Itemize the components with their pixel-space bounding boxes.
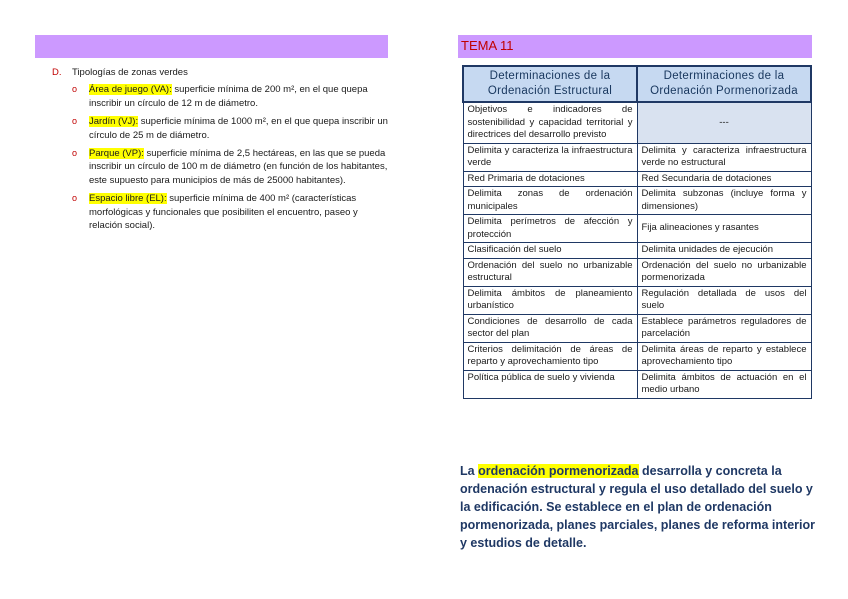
list-item — [72, 115, 392, 142]
zone-description: superficie mínima de 400 m² (características morfológicas y funcionales que posibiliten el encuentro, paseo y relación social). — [89, 193, 358, 232]
table-row — [463, 370, 811, 398]
table-cell: Delimita subzonas (incluye forma y dimensiones) — [637, 187, 811, 215]
table-row — [463, 258, 811, 286]
table-row — [463, 143, 811, 171]
column-header-detailed: Determinaciones de la Ordenación Pormenorizada — [637, 66, 811, 102]
table-cell: Ordenación del suelo no urbanizable pormenorizada — [637, 258, 811, 286]
right-header-band — [458, 35, 812, 58]
column-header-structural: Determinaciones de la Ordenación Estructural — [463, 66, 637, 102]
table-row — [463, 314, 811, 342]
green-zone-section — [52, 66, 392, 237]
list-item — [72, 192, 392, 232]
table-cell: Ordenación del suelo no urbanizable estructural — [463, 258, 637, 286]
circle-bullet-icon: o — [72, 193, 78, 204]
table-row — [463, 102, 811, 143]
table-cell: Establece parámetros reguladores de parcelación — [637, 314, 811, 342]
zone-type-list — [52, 83, 392, 232]
zone-name: Área de juego (VA): — [89, 84, 172, 96]
table-row — [463, 215, 811, 243]
table-cell: Delimita ámbitos de actuación en el medio urbano — [637, 370, 811, 398]
table-cell: Objetivos e indicadores de sostenibilidad y capacidad territorial y directrices del desarrollo previsto — [463, 102, 637, 143]
summary-prefix: La — [460, 464, 479, 478]
zone-name: Espacio libre (EL): — [89, 193, 167, 205]
zone-name: Parque (VP): — [89, 148, 144, 160]
table-cell: Política pública de suelo y vivienda — [463, 370, 637, 398]
table-cell: Regulación detallada de usos del suelo — [637, 286, 811, 314]
table-row — [463, 342, 811, 370]
table-cell: Clasificación del suelo — [463, 243, 637, 259]
section-heading — [52, 66, 392, 79]
list-item — [72, 147, 392, 187]
table-cell: Delimita ámbitos de planeamiento urbanístico — [463, 286, 637, 314]
table-cell: Fija alineaciones y rasantes — [637, 215, 811, 243]
summary-highlight: ordenación pormenorizada — [478, 464, 639, 478]
zone-description: superficie mínima de 2,5 hectáreas, en las que se pueda inscribir un círculo de 100 m de diámetro (en función de los habitantes, este supuesto para municipios de más de 25000 habitantes). — [89, 148, 388, 186]
zone-description: superficie mínima de 1000 m², en el que quepa inscribir un círculo de 25 m de diámetro. — [89, 116, 388, 141]
table-cell: Delimita perímetros de afección y protección — [463, 215, 637, 243]
table-cell: Criterios delimitación de áreas de reparto y aprovechamiento tipo — [463, 342, 637, 370]
circle-bullet-icon: o — [72, 84, 78, 95]
tema-title: TEMA 11 — [461, 38, 514, 53]
section-title: Tipologías de zonas verdes — [72, 67, 188, 78]
table-cell: Condiciones de desarrollo de cada sector del plan — [463, 314, 637, 342]
circle-bullet-icon: o — [72, 116, 78, 127]
table-row — [463, 243, 811, 259]
table-cell: Red Primaria de dotaciones — [463, 171, 637, 187]
table-row — [463, 171, 811, 187]
zone-name: Jardín (VJ): — [89, 116, 139, 128]
table-header-row — [463, 66, 811, 102]
table-row — [463, 187, 811, 215]
summary-paragraph — [460, 462, 816, 552]
table-cell: Delimita zonas de ordenación municipales — [463, 187, 637, 215]
circle-bullet-icon: o — [72, 148, 78, 159]
summary-text: desarrolla y concreta la ordenación estructural y regula el uso detallado del suelo y la edificación. Se establece en el plan de ordenación pormenorizada, planes parciales, planes de reforma interior y estudios de detalle. — [460, 464, 815, 550]
section-letter: D. — [52, 67, 62, 78]
table-cell: Delimita unidades de ejecución — [637, 243, 811, 259]
determinations-table — [462, 65, 812, 399]
table-cell: Red Secundaria de dotaciones — [637, 171, 811, 187]
table-cell: Delimita y caracteriza la infraestructura verde — [463, 143, 637, 171]
table-cell: Delimita y caracteriza infraestructura verde no estructural — [637, 143, 811, 171]
left-header-band — [35, 35, 388, 58]
table-row — [463, 286, 811, 314]
zone-description: superficie mínima de 200 m², en el que quepa inscribir un círculo de 12 m de diámetro. — [89, 84, 368, 109]
table-cell: Delimita áreas de reparto y establece aprovechamiento tipo — [637, 342, 811, 370]
list-item — [72, 83, 392, 110]
table-cell: --- — [637, 102, 811, 143]
